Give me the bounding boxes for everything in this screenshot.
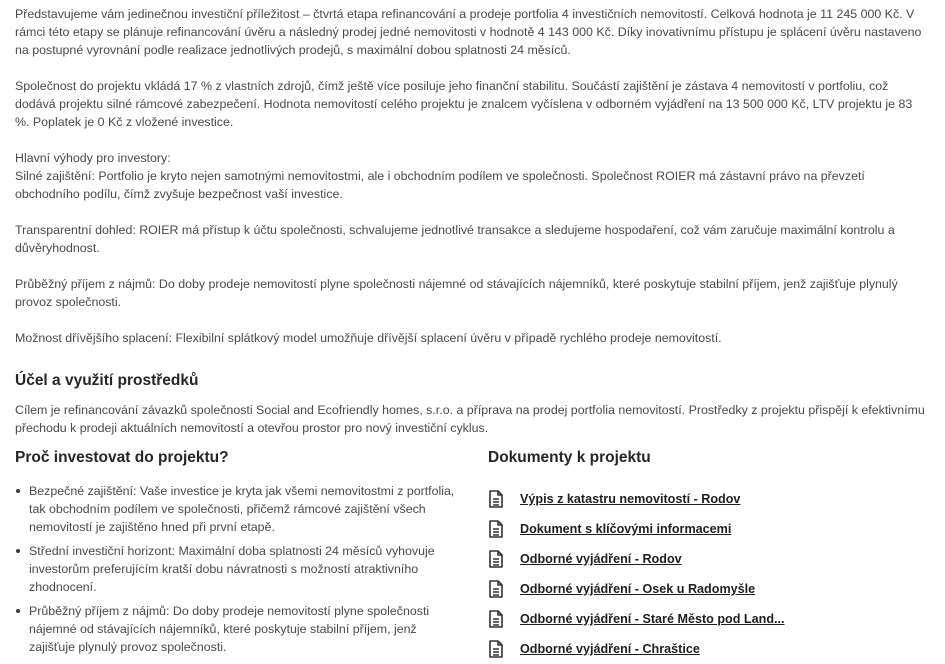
bullet-icon [16,489,20,493]
document-link-label[interactable]: Výpis z katastru nemovitostí - Rodov [520,492,741,506]
bullet-icon [16,549,20,553]
documents-heading: Dokumenty k projektu [488,449,651,466]
intro-paragraph-1: Představujeme vám jedinečnou investiční příležitost – čtvrtá etapa refinancování a prodeje portfolia 4 investičních nemovitostí. Celková hodnota je 11 245 000 Kč. V rámci této etapy se plánuje refinancování úvěru a následný prodej jedné nemovitosti v hodnotě 4 143 000 Kč. Díky inovativnímu přístupu je splácení úvěru nastaveno na postupné vyrovnání podle realizace jednotlivých prodejů, s maximální dobou splatnosti 24 měsíců. [15,7,922,57]
document-link-key-information[interactable] [488,514,930,544]
document-icon [488,580,504,598]
benefit-transparent-oversight: Transparentní dohled: ROIER má přístup k účtu společnosti, schvalujeme jednotlivé transakce a sledujeme hospodaření, což vám zaručuje maximální kontrolu a důvěryhodnost. [15,223,895,255]
document-link-label[interactable]: Odborné vyjádření - Staré Město pod Land... [520,612,785,626]
purpose-text: Cílem je refinancování závazků společnosti Social and Ecofriendly homes, s.r.o. a příprava na prodej portfolia nemovitostí. Prostředky z projektu přispějí k efektivnímu přechodu k prodeji aktuálních nemovitostí a otevřou prostor pro nový investiční cyklus. [15,403,925,435]
project-description [15,0,930,437]
purpose-heading: Účel a využití prostředků [15,372,199,389]
why-invest-heading: Proč investovat do projektu? [15,449,229,466]
document-link-label[interactable]: Odborné vyjádření - Osek u Radomyšle [520,582,756,596]
document-link-expert-chrastice[interactable] [488,634,930,664]
document-icon [488,640,504,658]
document-link-expert-osek[interactable] [488,574,930,604]
benefit-early-repayment: Možnost dřívějšího splacení: Flexibilní splátkový model umožňuje dřívější splacení úvěru v případě rychlého prodeje nemovitostí. [15,331,722,345]
benefits-heading-line: Hlavní výhody pro investory: [15,151,171,165]
list-item: Průběžný příjem z nájmů: Do doby prodeje nemovitostí plyne společnosti nájemné od stávajících nájemníků, které poskytuje stabilní příjem, jenž zajišťuje plynulý provoz společnosti. [29,602,465,656]
list-item: Střední investiční horizont: Maximální doba splatnosti 24 měsíců vyhovuje investorům preferujícím kratší dobu návratnosti s možností atraktivního zhodnocení. [29,542,465,596]
intro-paragraph-2: Společnost do projektu vkládá 17 % z vlastních zdrojů, čímž ještě více posiluje jeho finanční stabilitu. Součástí zajištění je zástava 4 nemovitostí v portfoliu, což dodává projektu silné rámcové zabezpečení. Hodnota nemovitostí celého projektu je znalcem vyčíslena v odborném vyjádření na 13 500 000 Kč, LTV projektu je 83 %. Poplatek je 0 Kč z vložené investice. [15,79,913,129]
why-invest-section [15,448,465,662]
documents-list [488,484,930,664]
document-link-label[interactable]: Odborné vyjádření - Chraštice [520,642,700,656]
bullet-icon [16,609,20,613]
document-link-cadastre-rodov[interactable] [488,484,930,514]
list-item: Bezpečné zajištění: Vaše investice je kryta jak všemi nemovitostmi z portfolia, tak obchodním podílem ve společnosti, přičemž rámcové zajištění všech nemovitostí je zajištěno hned při první etapě. [29,482,465,536]
document-icon [488,610,504,628]
document-icon [488,550,504,568]
document-icon [488,520,504,538]
document-link-expert-stare-mesto[interactable] [488,604,930,634]
document-icon [488,490,504,508]
documents-section [488,448,930,664]
document-link-expert-rodov[interactable] [488,544,930,574]
benefit-rental-income: Průběžný příjem z nájmů: Do doby prodeje nemovitostí plyne společnosti nájemné od stávajících nájemníků, které poskytuje stabilní příjem, jenž zajišťuje plynulý provoz společnosti. [15,277,898,309]
document-link-label[interactable]: Odborné vyjádření - Rodov [520,552,682,566]
document-link-label[interactable]: Dokument s klíčovými informacemi [520,522,732,536]
benefit-strong-security: Silné zajištění: Portfolio je kryto nejen samotnými nemovitostmi, ale i obchodním podílem ve společnosti. Společnost ROIER má zástavní právo na převzetí obchodního podílu, čímž zvyšuje bezpečnost vaší investice. [15,169,865,201]
